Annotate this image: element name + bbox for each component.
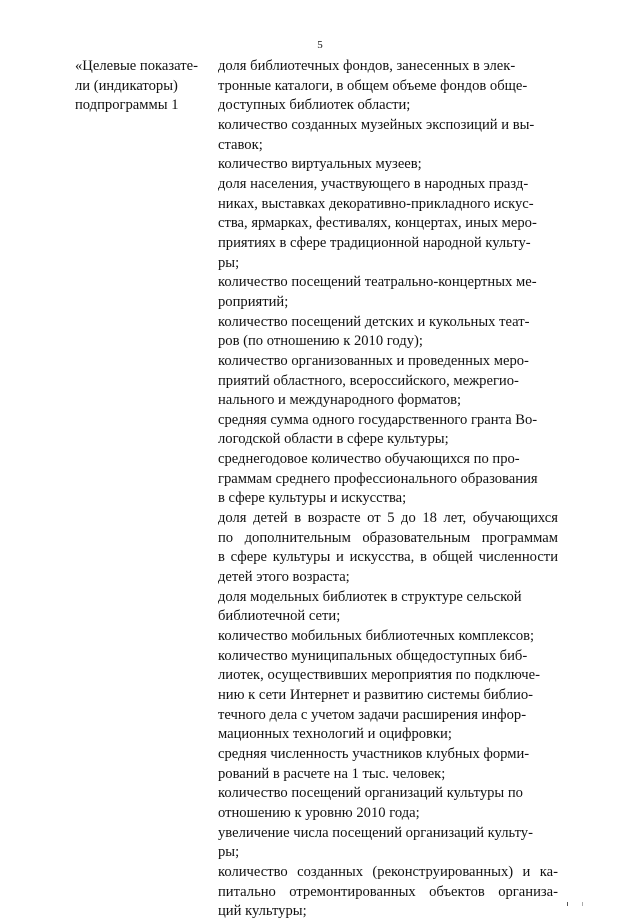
indicator-line: нию к сети Интернет и развитию системы библио- xyxy=(218,687,533,703)
indicator-line: ры; xyxy=(218,254,240,271)
indicator-line: средняя сумма одного государственного гранта Во- xyxy=(218,411,538,428)
indicator-line: граммам среднего профессионального образования xyxy=(218,470,538,487)
indicator-line: увеличение числа посещений организаций культу- xyxy=(218,824,533,841)
indicator-list-cell xyxy=(218,57,558,922)
indicator-line: количество созданных (реконструированных) и ка- xyxy=(218,863,558,880)
indicator-line: нального и международного форматов; xyxy=(218,392,462,409)
indicator-line: средняя численность участников клубных форми- xyxy=(218,745,530,762)
indicator-line: доля детей в возрасте от 5 до 18 лет, обучающихся xyxy=(218,510,558,527)
indicator-line: доля библиотечных фондов, занесенных в элек- xyxy=(218,58,516,74)
scan-mark xyxy=(582,902,583,906)
indicator-line: логодской области в сфере культуры; xyxy=(218,431,449,448)
indicator-line: доступных библиотек области; xyxy=(218,97,411,114)
indicator-line: ставок; xyxy=(218,136,263,153)
indicator-line: мационных технологий и оцифровки; xyxy=(218,726,452,743)
indicator-line: отношению к уровню 2010 года; xyxy=(218,804,420,821)
indicator-line: питально отремонтированных объектов организа- xyxy=(218,883,558,900)
indicator-line: лиотек, осуществивших мероприятия по подключе- xyxy=(218,667,540,684)
indicator-line: приятиях в сфере традиционной народной культу- xyxy=(218,234,531,251)
indicator-line: ров (по отношению к 2010 году); xyxy=(218,333,423,350)
indicator-line: библиотечной сети; xyxy=(218,608,341,625)
label-line: подпрограммы 1 xyxy=(75,97,179,114)
indicator-line: доля модельных библиотек в структуре сельской xyxy=(218,588,522,605)
indicator-line: количество посещений театрально-концертных ме- xyxy=(218,274,537,291)
indicator-line: количество организованных и проведенных меро- xyxy=(218,352,529,369)
indicator-line: ства, ярмарках, фестивалях, концертах, иных меро- xyxy=(218,215,537,232)
indicator-line: среднегодовое количество обучающихся по про- xyxy=(218,451,520,468)
indicator-line: в сфере культуры и искусства, в общей численности xyxy=(218,549,558,566)
indicator-line: количество созданных музейных экспозиций и вы- xyxy=(218,116,535,133)
indicator-line: рований в расчете на 1 тыс. человек; xyxy=(218,765,446,782)
indicator-label-cell xyxy=(75,57,215,116)
indicator-line: течного дела с учетом задачи расширения инфор- xyxy=(218,706,527,723)
indicator-line: тронные каталоги, в общем объеме фондов обще- xyxy=(218,77,528,94)
indicator-line: количество муниципальных общедоступных биб- xyxy=(218,647,528,664)
scan-mark xyxy=(567,902,568,906)
indicator-line: приятий областного, всероссийского, межрегио- xyxy=(218,372,519,389)
indicator-line: роприятий; xyxy=(218,293,289,310)
label-line: ли (индикаторы) xyxy=(75,77,178,94)
indicator-line: никах, выставках декоративно-прикладного искус- xyxy=(218,195,534,212)
indicator-line: по дополнительным образовательным программам xyxy=(218,529,558,546)
indicator-line: количество посещений детских и кукольных теат- xyxy=(218,313,530,330)
indicator-line: количество мобильных библиотечных комплексов; xyxy=(218,628,535,645)
indicator-line: в сфере культуры и искусства; xyxy=(218,490,407,507)
indicator-line: ций культуры; xyxy=(218,903,307,920)
indicator-line: детей этого возраста; xyxy=(218,569,350,586)
indicator-line: доля населения, участвующего в народных празд- xyxy=(218,175,529,192)
indicator-line: количество посещений организаций культуры по xyxy=(218,785,523,802)
label-line: «Целевые показате- xyxy=(75,58,198,74)
page-number: 5 xyxy=(317,39,323,51)
indicator-line: количество виртуальных музеев; xyxy=(218,156,422,173)
indicator-line: ры; xyxy=(218,844,240,861)
